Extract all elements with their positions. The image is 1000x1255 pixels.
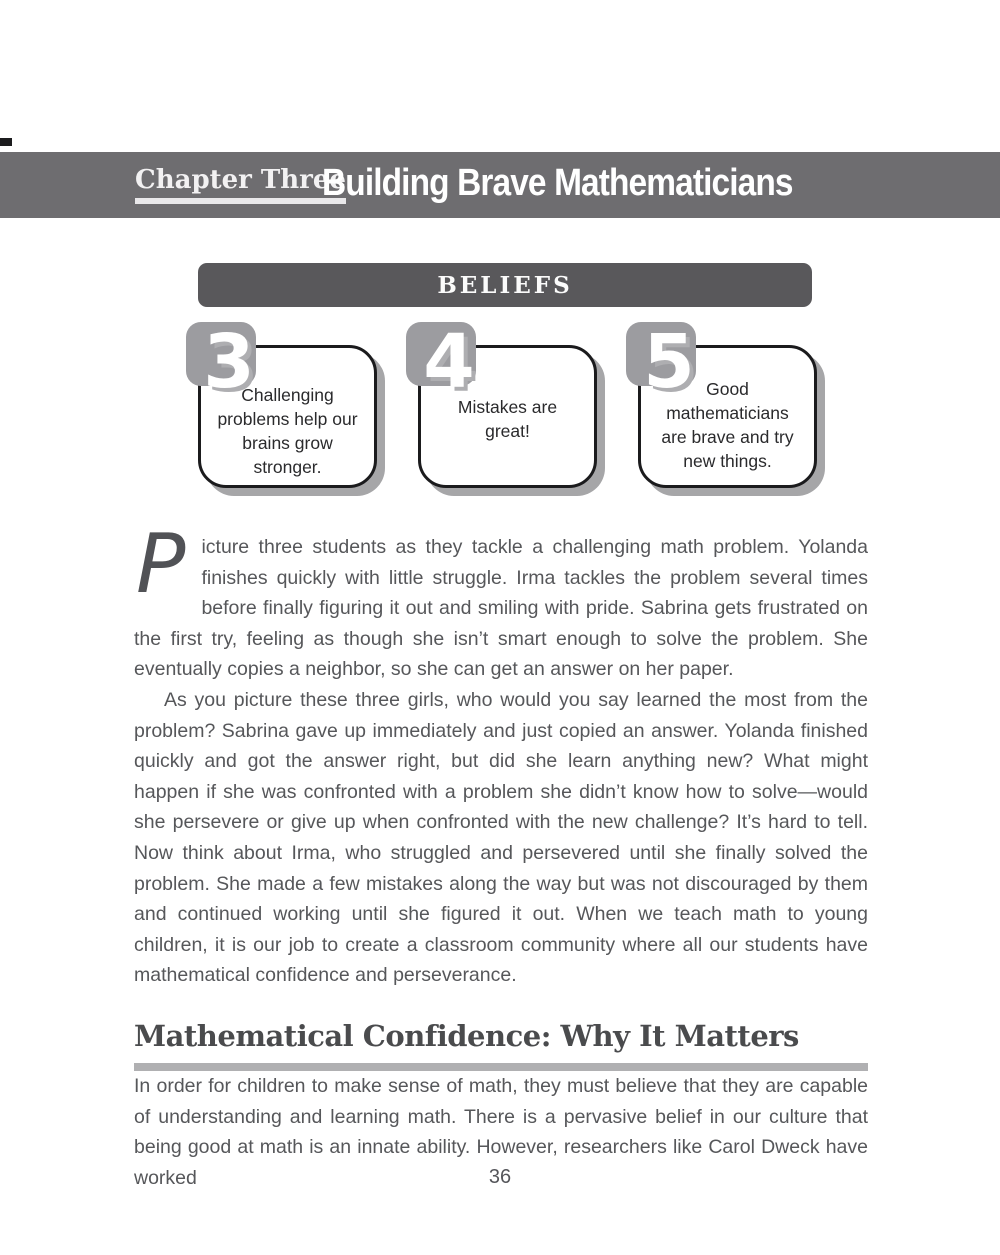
chapter-title: Building Brave Mathematicians — [322, 162, 793, 204]
chapter-label: Chapter Three — [135, 166, 346, 204]
chapter-header-bar — [0, 152, 1000, 218]
belief-card-4 — [406, 319, 616, 502]
scan-edge-mark — [0, 138, 12, 146]
belief-text: Challenging problems help our brains grow stronger. — [217, 384, 358, 477]
belief-card-5 — [626, 319, 836, 502]
belief-text: Mistakes are great! — [457, 396, 558, 441]
paragraph-opening — [134, 517, 868, 685]
paragraph-section: In order for children to make sense of math, they must believe that they are capable of understanding and learning math. There is a pervasive belief in our culture that being good at math is an innate ability. However, researchers like Carol Dweck have worked — [134, 1074, 868, 1189]
beliefs-banner: BELIEFS — [198, 263, 812, 307]
belief-card-3 — [186, 319, 396, 502]
badge-number: 3 — [203, 319, 255, 405]
belief-text: Good mathematicians are brave and try new things. — [661, 378, 794, 471]
page-number: 36 — [488, 1166, 512, 1188]
section-heading-rule — [134, 1063, 868, 1071]
paragraph-second: As you picture these three girls, who would you say learned the most from the problem? Sabrina gave up immediately and just copied an answer. Yolanda finished quickly and got the answer right, but did she learn anything new? What might happen if she was confronted with a problem she didn’t know how to solve—would she persevere or give up when confronted with the new challenge? It’s hard to tell. Now think about Irma, who struggled and persevered until she finally solved the problem. She made a few mistakes along the way but was not discouraged by them and continued working until she figured it out. When we teach math to young children, it is our job to create a classroom community where all our students have mathematical confidence and perseverance. — [134, 688, 868, 987]
drop-cap: P — [136, 517, 186, 612]
section-heading: Mathematical Confidence: Why It Matters — [134, 1018, 799, 1053]
paragraph-opening-text: icture three students as they tackle a challenging math problem. Yolanda finishes quickly with little struggle. Irma tackles the problem several times before finally figuring it out and smiling with pride. Sabrina gets frustrated on the first try, feeling as though she isn’t smart enough to solve the problem. She eventually copies a neighbor, so she can get an answer on her paper. — [134, 536, 868, 681]
badge-number: 4 — [423, 319, 475, 405]
body-content — [134, 517, 868, 1193]
badge-number: 5 — [643, 319, 695, 405]
